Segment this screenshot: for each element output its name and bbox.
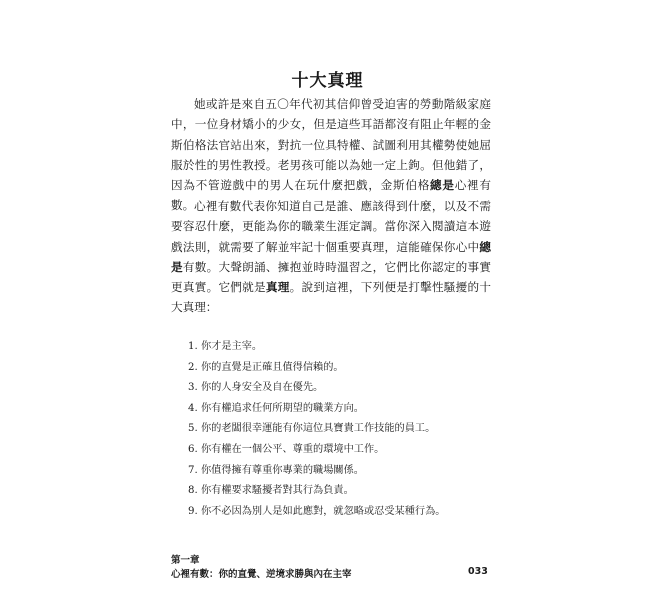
emphasis-text: 總是 xyxy=(430,178,455,193)
paragraph-2 xyxy=(171,196,491,318)
truth-item: 8. 你有權要求騷擾者對其行為負責。 xyxy=(188,485,354,497)
chapter-title: 心裡有數：你的直覺、逆境求勝與內在主宰 xyxy=(171,569,352,580)
truth-item: 2. 你的直覺是正確且值得信賴的。 xyxy=(188,361,344,373)
truth-item: 5. 你的老闆很幸運能有你這位具寶貴工作技能的員工。 xyxy=(188,423,436,435)
body-text-run: 有數。大聲朗誦、擁抱並時時溫習之，它們比你認定的事實更真實。它們就是 xyxy=(171,259,491,295)
truth-item: 4. 你有權追求任何所期望的職業方向。 xyxy=(188,402,364,414)
truth-item: 9. 你不必因為別人是如此應對，就忽略或忍受某種行為。 xyxy=(188,505,446,517)
emphasis-text: 真理 xyxy=(265,280,290,295)
body-text-run: 她或許是來自五〇年代初其信仰曾受迫害的勞動階級家庭中，一位身材矯小的少女，但是這些耳語都沒有阻止年輕的金斯伯格法官站出來，對抗一位具特權、試圖利用其權勢使她屈服於性的男性教授。老男孩可能以為她一定上鉤。但他錯了，因為不管遊戲中的男人在玩什麼把戲，金斯伯格 xyxy=(171,97,491,193)
page-number: 033 xyxy=(468,566,488,577)
section-title: 十大真理 xyxy=(291,71,364,91)
truth-item: 7. 你值得擁有尊重你專業的職場關係。 xyxy=(188,464,364,476)
body-text-run: 心裡有數代表你知道自己是誰、應該得到什麼，以及不需要容忍什麼，更能為你的職業生涯定調。當你深入閱讀這本遊戲法則，就需要了解並牢記十個重要真理，這能確保你心中 xyxy=(171,199,491,254)
truth-item: 1. 你才是主宰。 xyxy=(188,341,263,352)
truths-list xyxy=(188,337,488,522)
chapter-label: 第一章 xyxy=(171,555,200,566)
emphasis-text: 總是 xyxy=(171,239,491,274)
body-text-run: 。說到這裡，下列便是打擊性騷擾的十大真理： xyxy=(171,280,491,315)
body-text-run: 心裡有數。 xyxy=(171,178,491,213)
truth-item: 3. 你的人身安全及自在優先。 xyxy=(188,382,324,394)
truth-item: 6. 你有權在一個公平、尊重的環境中工作。 xyxy=(188,443,385,455)
